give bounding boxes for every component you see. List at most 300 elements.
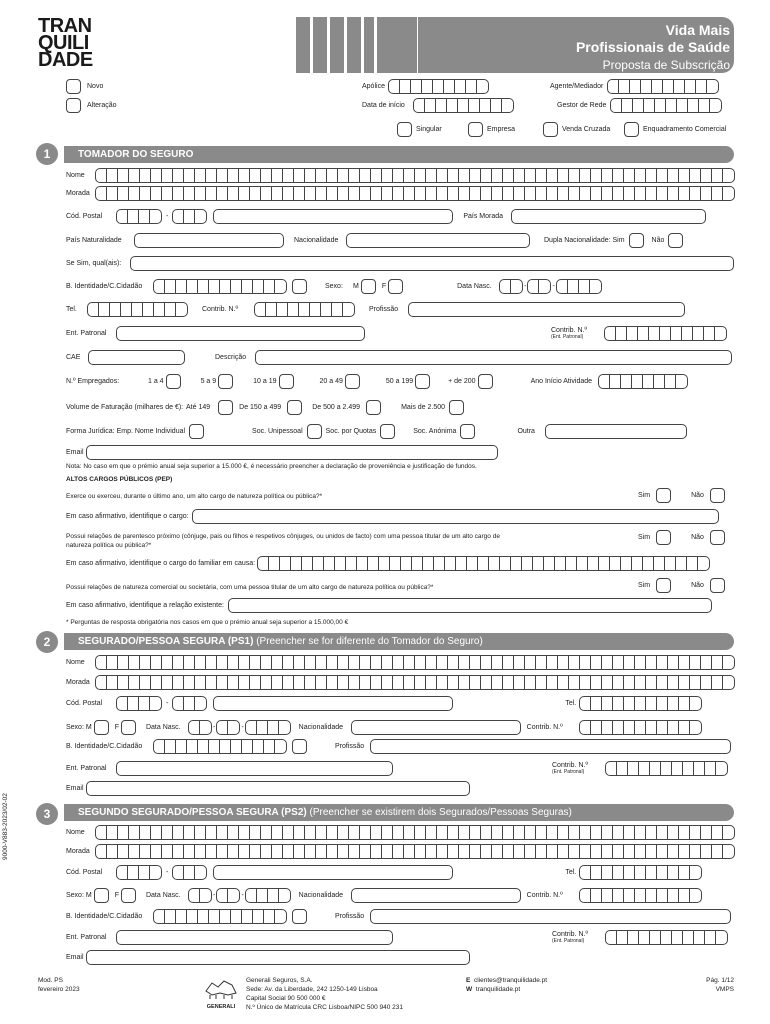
char-cell[interactable] — [253, 910, 264, 923]
char-cell[interactable] — [379, 557, 390, 570]
char-cell[interactable] — [624, 697, 635, 710]
char-cell[interactable] — [228, 169, 239, 182]
char-cell[interactable] — [404, 826, 415, 839]
char-cell[interactable] — [643, 375, 654, 388]
char-cell[interactable] — [118, 169, 129, 182]
char-cell[interactable] — [610, 375, 621, 388]
char-cell[interactable] — [685, 80, 696, 93]
s2-bi-check-digit[interactable] — [292, 739, 307, 754]
char-cell[interactable] — [459, 656, 470, 669]
char-cell[interactable] — [654, 557, 665, 570]
char-cell[interactable] — [132, 303, 143, 316]
char-cell[interactable] — [492, 656, 503, 669]
char-cell[interactable] — [162, 169, 173, 182]
char-cell[interactable] — [628, 931, 639, 944]
char-cell[interactable] — [349, 845, 360, 858]
char-cell[interactable] — [231, 910, 242, 923]
char-cell[interactable] — [668, 866, 679, 879]
char-cell[interactable] — [246, 721, 257, 734]
char-cell[interactable] — [514, 187, 525, 200]
s2-nome-input[interactable] — [95, 655, 735, 670]
char-cell[interactable] — [327, 845, 338, 858]
char-cell[interactable] — [579, 280, 590, 293]
char-cell[interactable] — [638, 327, 649, 340]
char-cell[interactable] — [283, 676, 294, 689]
char-cell[interactable] — [401, 557, 412, 570]
char-cell[interactable] — [591, 845, 602, 858]
char-cell[interactable] — [566, 557, 577, 570]
char-cell[interactable] — [646, 721, 657, 734]
char-cell[interactable] — [305, 826, 316, 839]
char-cell[interactable] — [165, 740, 176, 753]
char-cell[interactable] — [107, 676, 118, 689]
char-cell[interactable] — [129, 845, 140, 858]
s3-postal-input-2[interactable] — [172, 865, 207, 880]
ano-inicio-input[interactable] — [598, 374, 688, 389]
forma-2-checkbox[interactable] — [380, 424, 395, 439]
char-cell[interactable] — [327, 169, 338, 182]
char-cell[interactable] — [602, 889, 613, 902]
char-cell[interactable] — [611, 99, 622, 112]
char-cell[interactable] — [723, 656, 734, 669]
char-cell[interactable] — [261, 187, 272, 200]
char-cell[interactable] — [261, 676, 272, 689]
s3-localidade-input[interactable] — [213, 865, 453, 880]
char-cell[interactable] — [547, 187, 558, 200]
char-cell[interactable] — [580, 169, 591, 182]
char-cell[interactable] — [635, 676, 646, 689]
char-cell[interactable] — [525, 169, 536, 182]
char-cell[interactable] — [426, 656, 437, 669]
char-cell[interactable] — [688, 99, 699, 112]
char-cell[interactable] — [459, 187, 470, 200]
char-cell[interactable] — [404, 676, 415, 689]
char-cell[interactable] — [360, 845, 371, 858]
char-cell[interactable] — [239, 187, 250, 200]
char-cell[interactable] — [690, 187, 701, 200]
char-cell[interactable] — [220, 740, 231, 753]
char-cell[interactable] — [338, 676, 349, 689]
char-cell[interactable] — [624, 866, 635, 879]
char-cell[interactable] — [668, 826, 679, 839]
char-cell[interactable] — [217, 889, 228, 902]
char-cell[interactable] — [694, 931, 705, 944]
char-cell[interactable] — [128, 210, 139, 223]
emp-2-checkbox[interactable] — [218, 374, 233, 389]
char-cell[interactable] — [151, 656, 162, 669]
empresa-checkbox[interactable] — [468, 122, 483, 137]
s2-email-input[interactable] — [86, 781, 470, 796]
char-cell[interactable] — [151, 676, 162, 689]
char-cell[interactable] — [646, 169, 657, 182]
char-cell[interactable] — [228, 676, 239, 689]
char-cell[interactable] — [371, 676, 382, 689]
char-cell[interactable] — [655, 99, 666, 112]
char-cell[interactable] — [195, 187, 206, 200]
char-cell[interactable] — [360, 676, 371, 689]
char-cell[interactable] — [187, 910, 198, 923]
char-cell[interactable] — [275, 910, 286, 923]
char-cell[interactable] — [206, 656, 217, 669]
char-cell[interactable] — [514, 656, 525, 669]
char-cell[interactable] — [470, 845, 481, 858]
char-cell[interactable] — [415, 169, 426, 182]
char-cell[interactable] — [261, 656, 272, 669]
char-cell[interactable] — [173, 866, 184, 879]
char-cell[interactable] — [525, 826, 536, 839]
s2-sexo-m-checkbox[interactable] — [94, 720, 109, 735]
char-cell[interactable] — [294, 676, 305, 689]
char-cell[interactable] — [591, 826, 602, 839]
char-cell[interactable] — [536, 169, 547, 182]
char-cell[interactable] — [624, 826, 635, 839]
emp-3-checkbox[interactable] — [279, 374, 294, 389]
char-cell[interactable] — [635, 697, 646, 710]
char-cell[interactable] — [412, 557, 423, 570]
char-cell[interactable] — [628, 762, 639, 775]
data-nasc-day[interactable] — [499, 279, 523, 294]
s2-profissao-input[interactable] — [370, 739, 731, 754]
vol-2-checkbox[interactable] — [287, 400, 302, 415]
char-cell[interactable] — [525, 845, 536, 858]
char-cell[interactable] — [635, 169, 646, 182]
char-cell[interactable] — [448, 826, 459, 839]
char-cell[interactable] — [569, 676, 580, 689]
char-cell[interactable] — [393, 826, 404, 839]
char-cell[interactable] — [503, 656, 514, 669]
char-cell[interactable] — [321, 303, 332, 316]
dupla-nao-checkbox[interactable] — [668, 233, 683, 248]
char-cell[interactable] — [184, 676, 195, 689]
char-cell[interactable] — [668, 169, 679, 182]
char-cell[interactable] — [184, 210, 195, 223]
char-cell[interactable] — [619, 80, 630, 93]
s3-data-nasc-month[interactable] — [216, 888, 240, 903]
char-cell[interactable] — [682, 327, 693, 340]
char-cell[interactable] — [423, 557, 434, 570]
char-cell[interactable] — [679, 697, 690, 710]
char-cell[interactable] — [118, 845, 129, 858]
localidade-input[interactable] — [213, 209, 453, 224]
char-cell[interactable] — [602, 697, 613, 710]
char-cell[interactable] — [723, 676, 734, 689]
contrib-input[interactable] — [254, 302, 355, 317]
char-cell[interactable] — [264, 280, 275, 293]
char-cell[interactable] — [613, 826, 624, 839]
char-cell[interactable] — [217, 676, 228, 689]
char-cell[interactable] — [657, 169, 668, 182]
char-cell[interactable] — [666, 99, 677, 112]
char-cell[interactable] — [701, 845, 712, 858]
char-cell[interactable] — [621, 557, 632, 570]
char-cell[interactable] — [622, 99, 633, 112]
char-cell[interactable] — [415, 826, 426, 839]
char-cell[interactable] — [316, 656, 327, 669]
char-cell[interactable] — [671, 327, 682, 340]
char-cell[interactable] — [698, 557, 709, 570]
char-cell[interactable] — [220, 280, 231, 293]
char-cell[interactable] — [591, 866, 602, 879]
char-cell[interactable] — [305, 169, 316, 182]
char-cell[interactable] — [712, 826, 723, 839]
char-cell[interactable] — [206, 187, 217, 200]
char-cell[interactable] — [415, 656, 426, 669]
char-cell[interactable] — [283, 169, 294, 182]
char-cell[interactable] — [558, 845, 569, 858]
char-cell[interactable] — [602, 169, 613, 182]
char-cell[interactable] — [162, 656, 173, 669]
char-cell[interactable] — [687, 557, 698, 570]
char-cell[interactable] — [250, 845, 261, 858]
char-cell[interactable] — [228, 656, 239, 669]
char-cell[interactable] — [305, 845, 316, 858]
char-cell[interactable] — [283, 826, 294, 839]
char-cell[interactable] — [117, 697, 128, 710]
char-cell[interactable] — [668, 656, 679, 669]
char-cell[interactable] — [547, 676, 558, 689]
char-cell[interactable] — [338, 656, 349, 669]
char-cell[interactable] — [705, 762, 716, 775]
char-cell[interactable] — [150, 210, 161, 223]
char-cell[interactable] — [165, 303, 176, 316]
char-cell[interactable] — [360, 656, 371, 669]
s2-postal-input-2[interactable] — [172, 696, 207, 711]
char-cell[interactable] — [154, 910, 165, 923]
char-cell[interactable] — [184, 866, 195, 879]
char-cell[interactable] — [712, 676, 723, 689]
char-cell[interactable] — [346, 557, 357, 570]
char-cell[interactable] — [525, 676, 536, 689]
char-cell[interactable] — [679, 826, 690, 839]
char-cell[interactable] — [426, 187, 437, 200]
char-cell[interactable] — [657, 187, 668, 200]
char-cell[interactable] — [679, 845, 690, 858]
char-cell[interactable] — [242, 910, 253, 923]
char-cell[interactable] — [187, 740, 198, 753]
char-cell[interactable] — [580, 187, 591, 200]
forma-3-checkbox[interactable] — [460, 424, 475, 439]
char-cell[interactable] — [646, 866, 657, 879]
char-cell[interactable] — [206, 826, 217, 839]
char-cell[interactable] — [635, 889, 646, 902]
char-cell[interactable] — [118, 676, 129, 689]
emp-5-checkbox[interactable] — [415, 374, 430, 389]
char-cell[interactable] — [558, 826, 569, 839]
char-cell[interactable] — [382, 676, 393, 689]
s2-contrib-ent-input[interactable] — [605, 761, 728, 776]
morada-input[interactable] — [95, 186, 735, 201]
char-cell[interactable] — [650, 931, 661, 944]
char-cell[interactable] — [139, 866, 150, 879]
char-cell[interactable] — [294, 845, 305, 858]
char-cell[interactable] — [602, 866, 613, 879]
char-cell[interactable] — [327, 187, 338, 200]
char-cell[interactable] — [705, 931, 716, 944]
char-cell[interactable] — [437, 676, 448, 689]
char-cell[interactable] — [239, 845, 250, 858]
char-cell[interactable] — [195, 169, 206, 182]
s2-morada-input[interactable] — [95, 675, 735, 690]
apolice-input[interactable] — [388, 79, 489, 94]
char-cell[interactable] — [280, 557, 291, 570]
char-cell[interactable] — [371, 169, 382, 182]
s3-sexo-m-checkbox[interactable] — [94, 888, 109, 903]
char-cell[interactable] — [184, 697, 195, 710]
char-cell[interactable] — [514, 845, 525, 858]
char-cell[interactable] — [195, 866, 206, 879]
char-cell[interactable] — [250, 169, 261, 182]
char-cell[interactable] — [316, 676, 327, 689]
char-cell[interactable] — [679, 866, 690, 879]
char-cell[interactable] — [129, 656, 140, 669]
char-cell[interactable] — [716, 762, 727, 775]
char-cell[interactable] — [128, 697, 139, 710]
char-cell[interactable] — [302, 557, 313, 570]
s3-bi-check-digit[interactable] — [292, 909, 307, 924]
char-cell[interactable] — [580, 889, 591, 902]
se-sim-input[interactable] — [130, 256, 734, 271]
char-cell[interactable] — [633, 99, 644, 112]
char-cell[interactable] — [690, 676, 701, 689]
char-cell[interactable] — [591, 676, 602, 689]
char-cell[interactable] — [606, 931, 617, 944]
char-cell[interactable] — [305, 187, 316, 200]
char-cell[interactable] — [360, 187, 371, 200]
char-cell[interactable] — [305, 676, 316, 689]
char-cell[interactable] — [679, 169, 690, 182]
char-cell[interactable] — [690, 866, 701, 879]
char-cell[interactable] — [630, 80, 641, 93]
char-cell[interactable] — [162, 187, 173, 200]
vol-4-checkbox[interactable] — [449, 400, 464, 415]
char-cell[interactable] — [511, 557, 522, 570]
char-cell[interactable] — [217, 826, 228, 839]
char-cell[interactable] — [349, 676, 360, 689]
char-cell[interactable] — [555, 557, 566, 570]
char-cell[interactable] — [679, 676, 690, 689]
char-cell[interactable] — [668, 889, 679, 902]
char-cell[interactable] — [632, 557, 643, 570]
char-cell[interactable] — [492, 187, 503, 200]
s2-postal-input-1[interactable] — [116, 696, 162, 711]
char-cell[interactable] — [635, 721, 646, 734]
char-cell[interactable] — [404, 845, 415, 858]
char-cell[interactable] — [176, 910, 187, 923]
char-cell[interactable] — [657, 697, 668, 710]
char-cell[interactable] — [660, 327, 671, 340]
char-cell[interactable] — [162, 676, 173, 689]
char-cell[interactable] — [165, 910, 176, 923]
char-cell[interactable] — [239, 169, 250, 182]
char-cell[interactable] — [569, 656, 580, 669]
s2-data-nasc-day[interactable] — [188, 720, 212, 735]
char-cell[interactable] — [151, 187, 162, 200]
char-cell[interactable] — [426, 826, 437, 839]
char-cell[interactable] — [716, 931, 727, 944]
char-cell[interactable] — [616, 327, 627, 340]
char-cell[interactable] — [242, 280, 253, 293]
pep-q3b-input[interactable] — [228, 598, 712, 613]
char-cell[interactable] — [117, 866, 128, 879]
char-cell[interactable] — [368, 557, 379, 570]
char-cell[interactable] — [393, 845, 404, 858]
char-cell[interactable] — [393, 676, 404, 689]
char-cell[interactable] — [492, 676, 503, 689]
char-cell[interactable] — [228, 889, 239, 902]
char-cell[interactable] — [613, 889, 624, 902]
char-cell[interactable] — [176, 280, 187, 293]
char-cell[interactable] — [613, 845, 624, 858]
char-cell[interactable] — [140, 656, 151, 669]
char-cell[interactable] — [272, 845, 283, 858]
char-cell[interactable] — [288, 303, 299, 316]
char-cell[interactable] — [657, 656, 668, 669]
char-cell[interactable] — [613, 169, 624, 182]
char-cell[interactable] — [239, 826, 250, 839]
char-cell[interactable] — [250, 676, 261, 689]
pais-morada-input[interactable] — [511, 209, 706, 224]
char-cell[interactable] — [129, 187, 140, 200]
char-cell[interactable] — [357, 557, 368, 570]
char-cell[interactable] — [231, 740, 242, 753]
char-cell[interactable] — [448, 656, 459, 669]
char-cell[interactable] — [617, 931, 628, 944]
char-cell[interactable] — [393, 656, 404, 669]
char-cell[interactable] — [712, 169, 723, 182]
char-cell[interactable] — [635, 656, 646, 669]
char-cell[interactable] — [500, 280, 511, 293]
char-cell[interactable] — [568, 280, 579, 293]
s3-email-input[interactable] — [86, 950, 470, 965]
char-cell[interactable] — [335, 557, 346, 570]
char-cell[interactable] — [690, 721, 701, 734]
char-cell[interactable] — [107, 845, 118, 858]
char-cell[interactable] — [668, 697, 679, 710]
char-cell[interactable] — [324, 557, 335, 570]
char-cell[interactable] — [663, 80, 674, 93]
char-cell[interactable] — [580, 676, 591, 689]
char-cell[interactable] — [206, 676, 217, 689]
char-cell[interactable] — [294, 187, 305, 200]
char-cell[interactable] — [200, 889, 211, 902]
char-cell[interactable] — [414, 99, 425, 112]
char-cell[interactable] — [217, 187, 228, 200]
char-cell[interactable] — [283, 845, 294, 858]
char-cell[interactable] — [665, 557, 676, 570]
char-cell[interactable] — [701, 676, 712, 689]
char-cell[interactable] — [679, 187, 690, 200]
nome-input[interactable] — [95, 168, 735, 183]
char-cell[interactable] — [646, 187, 657, 200]
char-cell[interactable] — [569, 826, 580, 839]
s2-nacionalidade-input[interactable] — [351, 720, 521, 735]
char-cell[interactable] — [712, 187, 723, 200]
char-cell[interactable] — [580, 866, 591, 879]
char-cell[interactable] — [139, 697, 150, 710]
char-cell[interactable] — [591, 187, 602, 200]
char-cell[interactable] — [712, 845, 723, 858]
char-cell[interactable] — [701, 169, 712, 182]
pep-q3-nao-checkbox[interactable] — [710, 578, 725, 593]
profissao-input[interactable] — [408, 302, 685, 317]
char-cell[interactable] — [591, 889, 602, 902]
char-cell[interactable] — [492, 826, 503, 839]
char-cell[interactable] — [279, 889, 290, 902]
char-cell[interactable] — [646, 676, 657, 689]
char-cell[interactable] — [99, 303, 110, 316]
char-cell[interactable] — [588, 557, 599, 570]
char-cell[interactable] — [107, 656, 118, 669]
